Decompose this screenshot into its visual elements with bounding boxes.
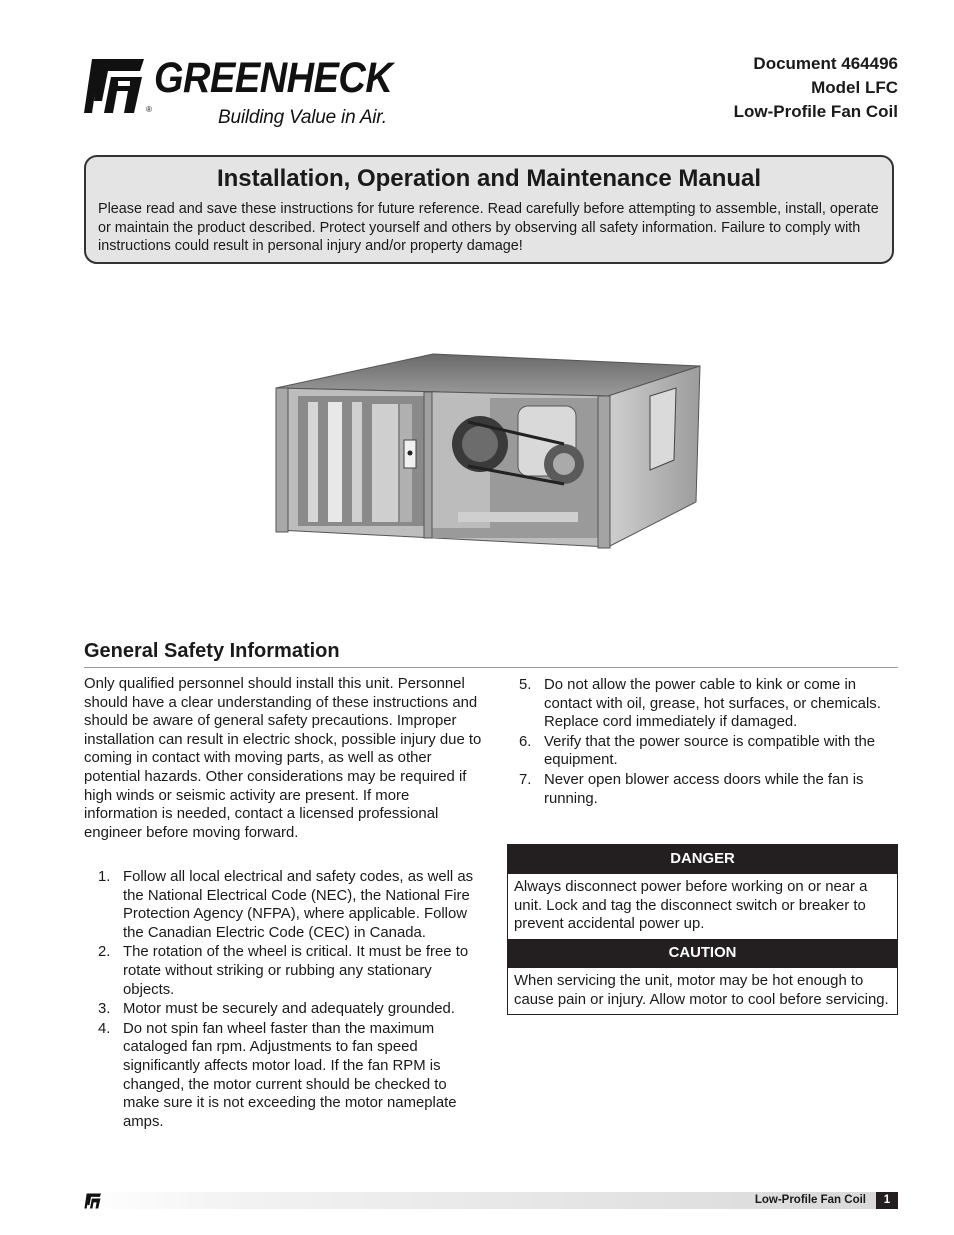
caution-text: When servicing the unit, motor may be hot enough to cause pain or injury. Allow motor to cool before servicing. [514,973,889,1008]
fan-coil-unit-illustration [268,352,704,557]
safety-intro: Only qualified personnel should install this unit. Personnel should have a clear understanding of these instructions and should be aware of general safety precautions. Improper installation can result in electric shock, possible injury due to coming in contact with moving parts, as well as other potential hazards. Other considerations may be required if high winds or seismic activity are present. If more information is needed, contact a licensed professional engineer before moving forward. [84,676,482,841]
greenheck-mark-icon [84,1193,102,1209]
greenheck-logo-mark-icon [84,57,146,115]
list-item: 3. Motor must be securely and adequately grounded. [98,1001,455,1018]
manual-title: Installation, Operation and Maintenance Manual [216,165,762,192]
list-item: 7. Never open blower access doors while the fan is running. [519,771,864,807]
logo-wordmark: GREENHECK [154,55,393,103]
product-name: Low-Profile Fan Coil [733,102,898,121]
danger-text: Always disconnect power before working on or near a unit. Lock and tag the disconnect switch or breaker to prevent accidental power up. [514,879,868,933]
page-number: 1 [876,1192,898,1209]
caution-box [507,939,898,1015]
caution-label: CAUTION [508,939,897,968]
danger-label: DANGER [508,845,897,874]
list-item: 1. Follow all local electrical and safety codes, as well as the National Electrical Code (NEC), the National Fire Protection Agency (NFPA), where applicable. Follow the Canadian Electric Code (CEC) in Canada. [98,869,474,941]
section-divider [84,667,898,668]
model-name: Model LFC [811,78,898,97]
manual-intro-text: Please read and save these instructions for future reference. Read carefully before attempting to assemble, install, operate or maintain the product described. Protect yourself and others by observing all safety information. Failure to comply with instructions could result in personal injury and/or property damage! [98,201,879,254]
document-number: Document 464496 [753,54,898,73]
registered-mark: ® [146,105,152,114]
danger-box [507,844,898,940]
greenheck-logo [84,55,394,131]
logo-tagline: Building Value in Air. [218,107,387,128]
list-item: 4. Do not spin fan wheel faster than the maximum cataloged fan rpm. Adjustments to fan speed significantly affects motor load. If the fan RPM is changed, the motor current should be checked to make sure it is not exceeding the motor nameplate amps. [98,1020,457,1130]
manual-notice-box [84,155,894,264]
list-item: 5. Do not allow the power cable to kink or come in contact with oil, grease, hot surfaces, or chemicals. Replace cord immediately if damaged. [519,677,881,731]
list-item: 2. The rotation of the wheel is critical. It must be free to rotate without striking or rubbing any stationary objects. [98,944,469,998]
safety-list-right [505,676,900,809]
footer-title: Low-Profile Fan Coil [754,1194,866,1206]
list-item: 6. Verify that the power source is compatible with the equipment. [519,733,876,769]
document-info [734,52,898,124]
safety-list-left [84,868,484,1132]
section-heading: General Safety Information [84,640,340,662]
